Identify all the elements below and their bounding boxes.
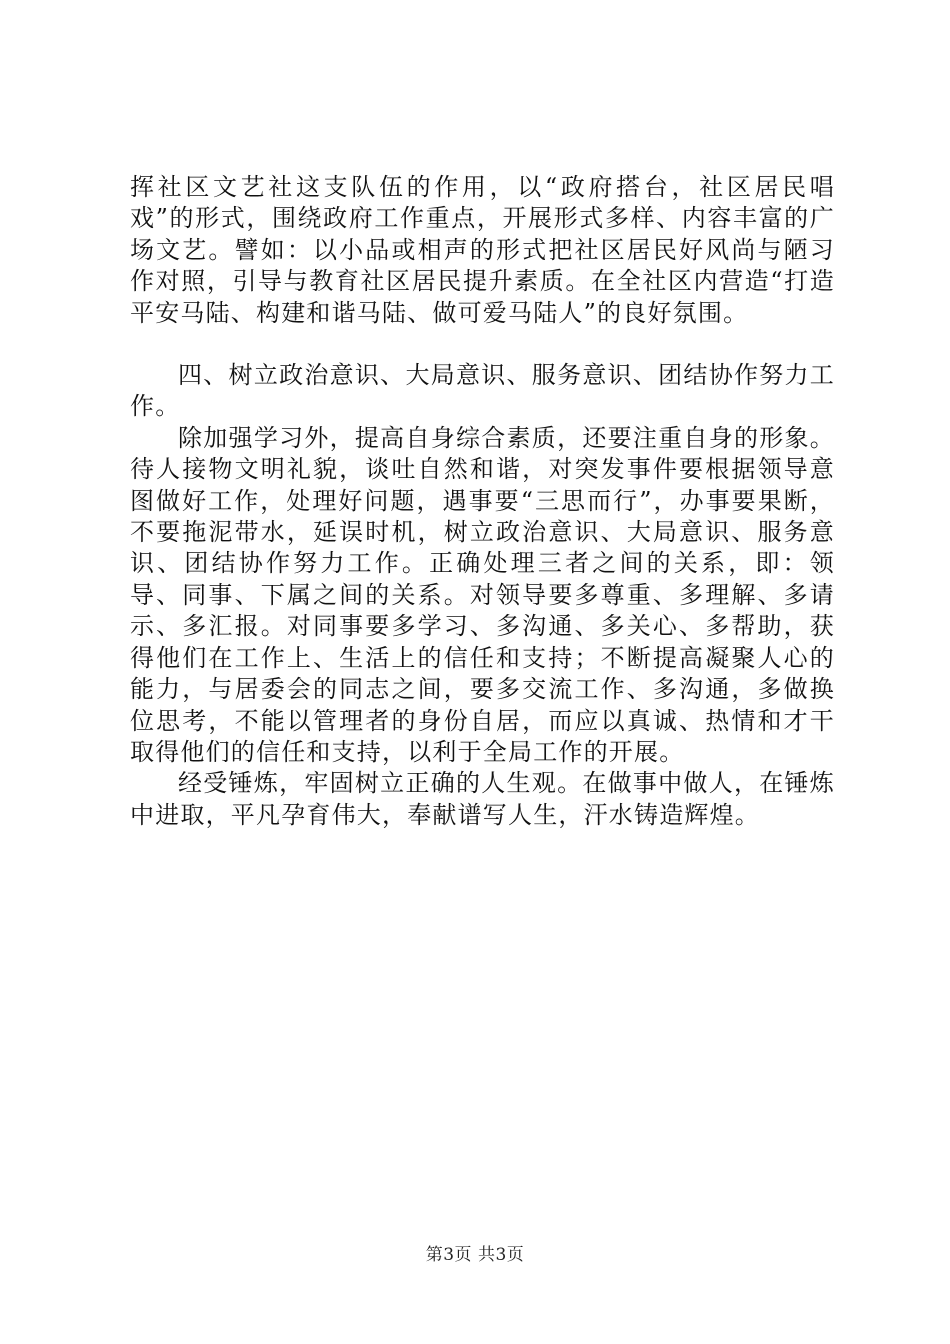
paragraph-conclusion: 经受锤炼，牢固树立正确的人生观。在做事中做人，在锤炼中进取，平凡孕育伟大，奉献谱写人生，汗水铸造辉煌。 xyxy=(130,769,835,829)
page-number-footer: 第3页 共3页 xyxy=(425,1245,525,1265)
section-heading-four: 四、树立政治意识、大局意识、服务意识、团结协作努力工作。 xyxy=(130,361,835,421)
document-body xyxy=(130,172,835,831)
paragraph-body: 除加强学习外，提高自身综合素质，还要注重自身的形象。待人接物文明礼貌，谈吐自然和谐，对突发事件要根据领导意图做好工作，处理好问题，遇事要“三思而行”，办事要果断，不要拖泥带水，延误时机，树立政治意识、大局意识、服务意识、团结协作努力工作。正确处理三者之间的关系，即：领导、同事、下属之间的关系。对领导要多尊重、多理解、多请示、多汇报。对同事要多学习、多沟通、多关心、多帮助，获得他们在工作上、生活上的信任和支持；不断提高凝聚人心的能力，与居委会的同志之间，要多交流工作、多沟通，多做换位思考，不能以管理者的身份自居，而应以真诚、热情和才干取得他们的信任和支持，以利于全局工作的开展。 xyxy=(130,423,835,766)
paragraph-continued: 挥社区文艺社这支队伍的作用，以“政府搭台，社区居民唱戏”的形式，围绕政府工作重点，开展形式多样、内容丰富的广场文艺。譬如：以小品或相声的形式把社区居民好风尚与陋习作对照，引导与教育社区居民提升素质。在全社区内营造“打造平安马陆、构建和谐马陆、做可爱马陆人”的良好氛围。 xyxy=(130,173,835,327)
